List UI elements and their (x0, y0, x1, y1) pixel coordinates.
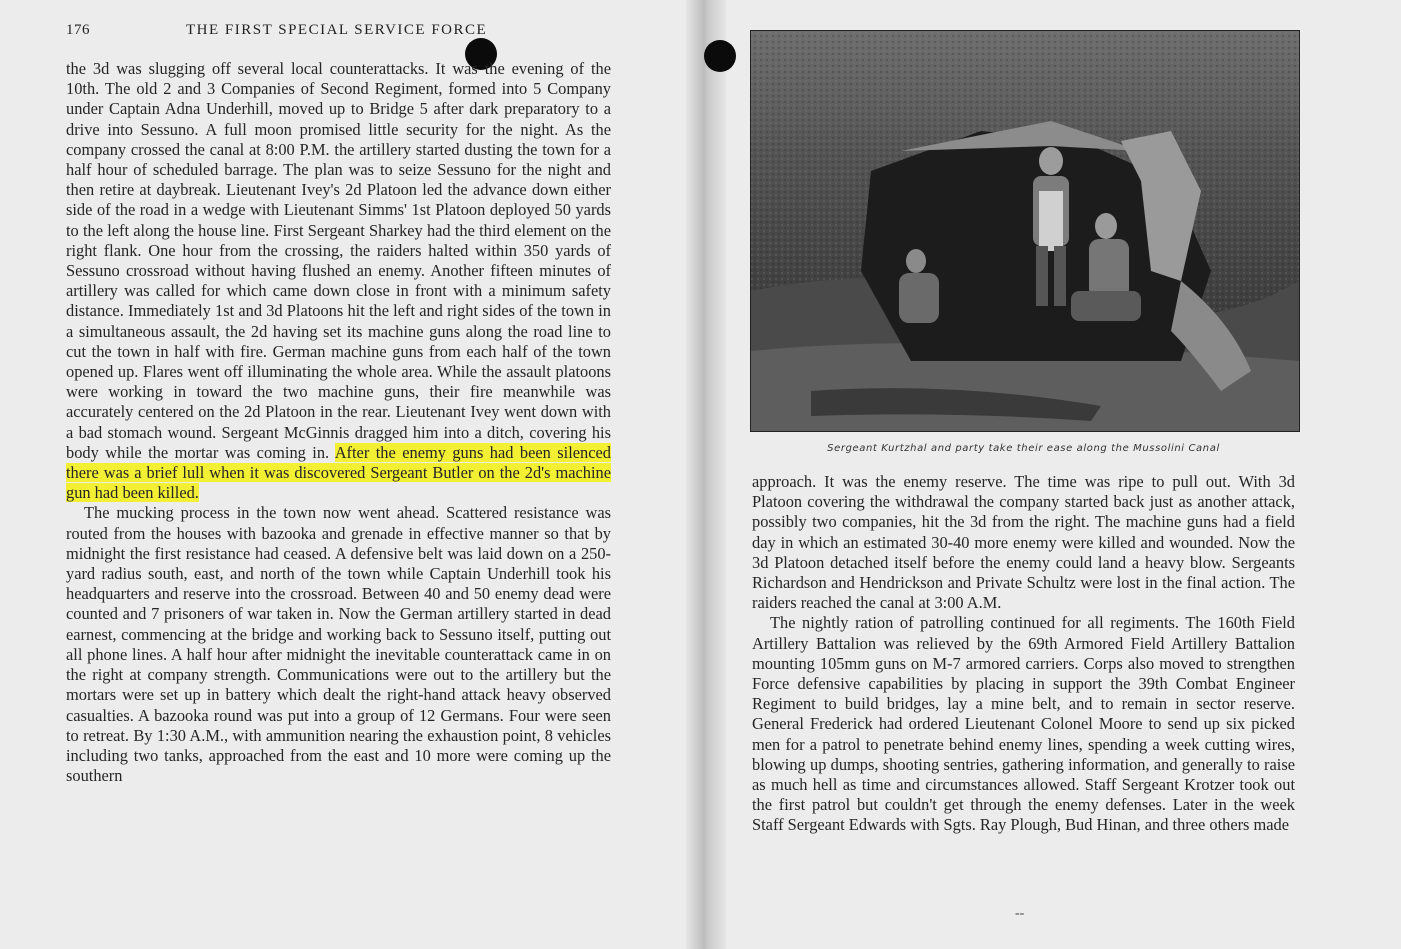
highlighted-text[interactable]: After the enemy guns had been silenced there was a brief lull when it was discovered Sergeant Butler on the 2d's machine gun had been killed. (66, 442, 611, 503)
paragraph (66, 59, 611, 503)
running-head (66, 22, 616, 44)
punch-hole (704, 40, 736, 72)
photograph (750, 30, 1300, 432)
photo-image (751, 31, 1299, 431)
paragraph: approach. It was the enemy reserve. The time was ripe to pull out. With 3d Platoon covering the withdrawal the company started back just as another attack, possibly two companies, hit the 3d from the right. The machine guns had a field day in which an estimated 30-40 more enemy were killed and wounded. Now the 3d Platoon detached itself before the enemy could land a heavy blow. Sergeants Richardson and Hendrickson and Private Schultz were lost in the final action. The raiders reached the canal at 3:00 A.M. (752, 472, 1295, 613)
book-gutter (686, 0, 726, 949)
paragraph-text: the 3d was slugging off several local counterattacks. It was the evening of the 10th. The old 2 and 3 Companies of Second Regiment, formed into 5 Company under Captain Adna Underhill, moved up to Bridge 5 after dark preparatory to a drive into Sessuno. A full moon promised little security for the night. As the company crossed the canal at 8:00 P.M. the artillery started dusting the town for a half hour of scheduled barrage. The plan was to seize Sessuno for the night and then retire at daybreak. Lieutenant Ivey's 2d Platoon led the advance down either side of the road in a wedge with Lieutenant Simms' 1st Platoon deployed 50 yards to the left along the house line. First Sergeant Sharkey had the third element on the right flank. One hour from the crossing, the raiders halted within 350 yards of Sessuno crossroad without having flushed an enemy. Another fifteen minutes of artillery was called for which came down close in front with a minimum safety distance. Immediately 1st and 3d Platoons hit the left and right sides of the town in a simultaneous assault, the 2d having set its machine guns along the road line to cut the town in half with fire. German machine guns from each half of the town opened up. Flares went off illuminating the whole area. While the assault platoons were working in toward the two machine guns, their fire meanwhile was accurately centered on the 2d Platoon in the rear. Lieutenant Ivey went down with a bad stomach wound. Sergeant McGinnis dragged him into a ditch, covering his body while the mortar was coming in. (66, 59, 611, 462)
left-text-column (66, 59, 611, 786)
paragraph: The mucking process in the town now went ahead. Scattered resistance was routed from the houses with bazooka and grenade in effective manner so that by midnight the first resistance had ceased. A defensive belt was laid down on a 250-yard radius south, east, and north of the town while Captain Underhill took his headquarters and reserve into the crossroad. Between 40 and 50 enemy dead were counted and 7 prisoners of war taken in. Now the German artillery started in dead earnest, commencing at the bridge and working back to Sessuno itself, putting out all phone lines. A half hour after midnight the inevitable counterattack came in on the right at company strength. Communications were out to the artillery but the mortars were set up in battery which dealt the right-hand attack heavy observed casualties. A bazooka round was put into a group of 12 Germans. Four were seen to retreat. By 1:30 A.M., with ammunition nearing the exhaustion point, 8 vehicles including two tanks, approached from the east and 10 more were coming up the southern (66, 503, 611, 786)
paragraph: The nightly ration of patrolling continued for all regiments. The 160th Field Artillery Battalion was relieved by the 69th Armored Field Artillery Battalion mounting 105mm guns on M-7 armored carriers. Corps also moved to strengthen Force defensive capabilities by placing in support the 39th Combat Engineer Regiment to build bridges, lay a mine belt, and to remain in sector reserve. General Frederick had ordered Lieutenant Colonel Moore to send up six picked men for a patrol to penetrate behind enemy lines, spending a week cutting wires, blowing up dumps, shooting sentries, gathering information, and generally to raise as much hell as time and circumstances allowed. Staff Sergeant Krotzer took out the first patrol but couldn't get through the enemy defenses. Later in the week Staff Sergeant Edwards with Sgts. Ray Plough, Bud Hinan, and three others made (752, 613, 1295, 835)
footer-mark: -- (1015, 906, 1025, 921)
right-text-column (752, 472, 1295, 836)
header-title: THE FIRST SPECIAL SERVICE FORCE (186, 22, 488, 38)
page-number: 176 (66, 22, 90, 38)
photo-caption: Sergeant Kurtzhal and party take their ease along the Mussolini Canal (827, 443, 1220, 454)
